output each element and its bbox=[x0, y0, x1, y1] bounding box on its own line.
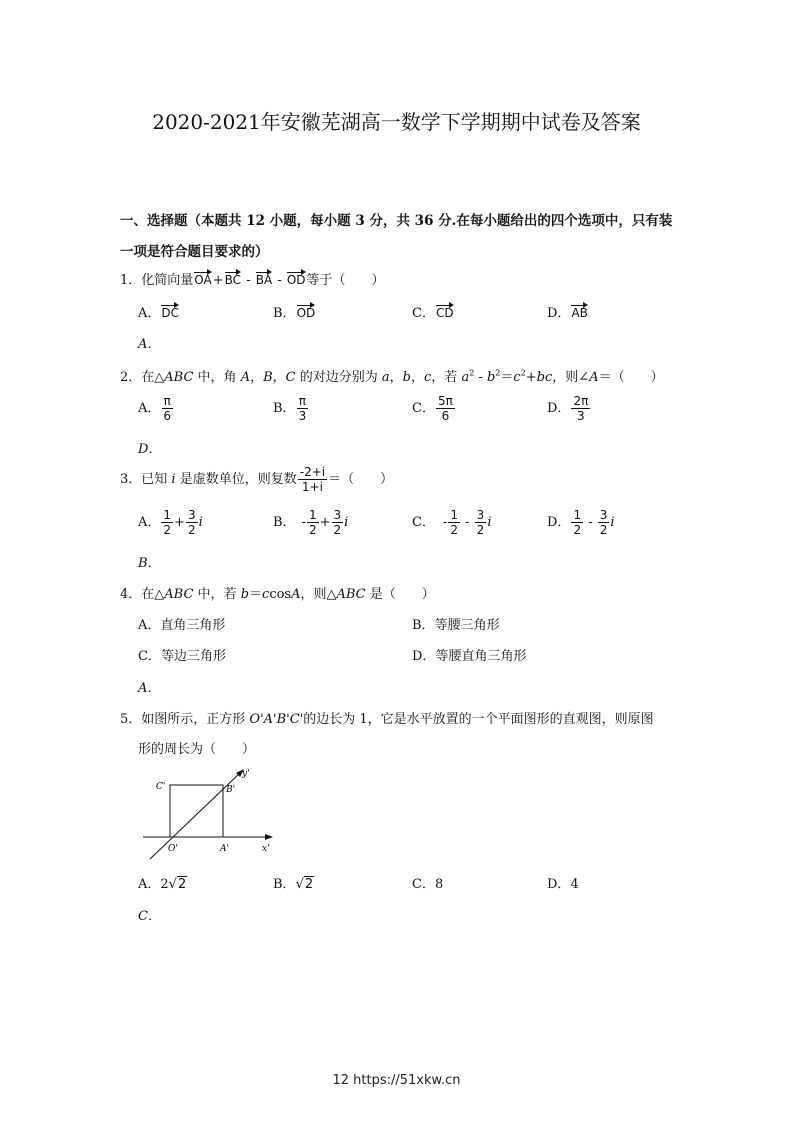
vector-od: OD bbox=[287, 270, 306, 287]
option-vector: CD bbox=[436, 303, 454, 320]
q1-option-a: A．DC bbox=[138, 302, 180, 321]
oblique-projection-figure bbox=[140, 765, 280, 865]
q4-option-a: A．直角三角形 bbox=[138, 618, 226, 633]
option-vector: OD bbox=[297, 303, 316, 320]
fraction: $\frac{2\pi}{3}$ bbox=[573, 394, 589, 423]
label-o: O' bbox=[168, 844, 178, 854]
q1-option-d: D．AB bbox=[547, 302, 589, 321]
label-y: y' bbox=[242, 769, 250, 779]
q1-option-b: B．OD bbox=[273, 302, 316, 321]
page-title: 2020-2021年安徽芜湖高一数学下学期期中试卷及答案 bbox=[152, 110, 641, 134]
label-b: B' bbox=[226, 785, 236, 795]
q5-option-c: C．8 bbox=[412, 877, 444, 892]
q1-number: 1． bbox=[120, 273, 142, 288]
plus-sign: + bbox=[212, 273, 224, 288]
q1-text-pre: 化简向量 bbox=[141, 273, 194, 288]
q5-option-d: D．4 bbox=[547, 877, 579, 892]
vector-ba: BA bbox=[256, 270, 272, 287]
page-number: 12 bbox=[332, 1073, 350, 1088]
option-vector: AB bbox=[571, 303, 587, 320]
q2-option-c: C． $\frac{5\pi}{6}$ bbox=[412, 394, 453, 423]
q3-option-b: B． - $\frac{1}{2}$ + $\frac{3}{2}$ i bbox=[273, 508, 349, 537]
q1-answer: A． bbox=[138, 337, 161, 352]
q3-option-a: A． $\frac{1}{2}$ + $\frac{3}{2}$ i bbox=[138, 508, 203, 537]
complex-fraction: $\frac{-2+i}{1+i}$ bbox=[299, 465, 326, 494]
question-1 bbox=[120, 269, 385, 288]
q3-option-c: C． - $\frac{1}{2}$ - $\frac{3}{2}$ i bbox=[412, 508, 492, 537]
section-heading-line2: 一项是符合题目要求的） bbox=[120, 244, 269, 260]
q1-option-c: C．CD bbox=[412, 302, 455, 321]
section-heading-line1: 一、选择题（本题共 12 小题，每小题 3 分，共 36 分.在每小题给出的四个选项中，只有装 bbox=[120, 213, 673, 229]
q4-option-d: D．等腰直角三角形 bbox=[412, 649, 527, 664]
fraction: $\frac{\pi}{6}$ bbox=[163, 394, 172, 423]
q2-option-b: B． $\frac{\pi}{3}$ bbox=[273, 394, 307, 423]
fraction: $\frac{\pi}{3}$ bbox=[298, 394, 307, 423]
label-a: A' bbox=[220, 844, 229, 854]
label-x: x' bbox=[262, 844, 270, 854]
question-3: 3．已知 i 是虚数单位，则复数 $\frac{-2+i}{1+i}$ ＝（ ） bbox=[120, 465, 394, 494]
q4-option-c: C．等边三角形 bbox=[138, 649, 226, 664]
question-4: 4．在△ABC 中，若 b＝ccosA，则△ABC 是（ ） bbox=[120, 587, 435, 602]
minus-sign: - bbox=[242, 273, 255, 288]
square-oabc bbox=[170, 785, 223, 837]
q2-answer: D． bbox=[138, 442, 162, 457]
q2-option-d: D． $\frac{2\pi}{3}$ bbox=[547, 394, 589, 423]
fraction: $\frac{5\pi}{6}$ bbox=[437, 394, 453, 423]
option-vector: DC bbox=[161, 303, 179, 320]
sqrt-icon: √ bbox=[168, 877, 177, 892]
minus-sign: - bbox=[273, 273, 286, 288]
q5-answer: C． bbox=[138, 909, 161, 924]
question-5-line1: 5．如图所示，正方形 O'A'B'C'的边长为 1，它是水平放置的一个平面图形的直观图，则原图 bbox=[120, 712, 654, 727]
q3-option-d: D． $\frac{1}{2}$ - $\frac{3}{2}$ i bbox=[547, 508, 615, 537]
q4-option-b: B．等腰三角形 bbox=[412, 618, 500, 633]
footer-link[interactable]: https://51xkw.cn bbox=[353, 1073, 461, 1088]
question-2: 2．在△ABC 中，角 A，B，C 的对边分别为 a，b，c，若 $a^2 - b^2=c^2+bc$，则∠A＝（ ） bbox=[120, 368, 664, 385]
q5-option-a: A．2√2 bbox=[138, 877, 187, 892]
sqrt-icon: √ bbox=[295, 877, 304, 892]
label-c: C' bbox=[156, 782, 166, 792]
q3-answer: B． bbox=[138, 556, 161, 571]
vector-bc: BC bbox=[225, 270, 241, 287]
vector-oa: OA bbox=[194, 270, 211, 287]
q5-option-b: B．√2 bbox=[273, 877, 314, 892]
q1-text-post: 等于（ ） bbox=[306, 273, 385, 288]
x-axis-arrow bbox=[265, 834, 273, 840]
q4-answer: A． bbox=[138, 681, 161, 696]
question-5-line2: 形的周长为（ ） bbox=[138, 742, 256, 757]
q2-option-a: A． $\frac{\pi}{6}$ bbox=[138, 394, 172, 423]
page-footer bbox=[0, 1073, 793, 1088]
